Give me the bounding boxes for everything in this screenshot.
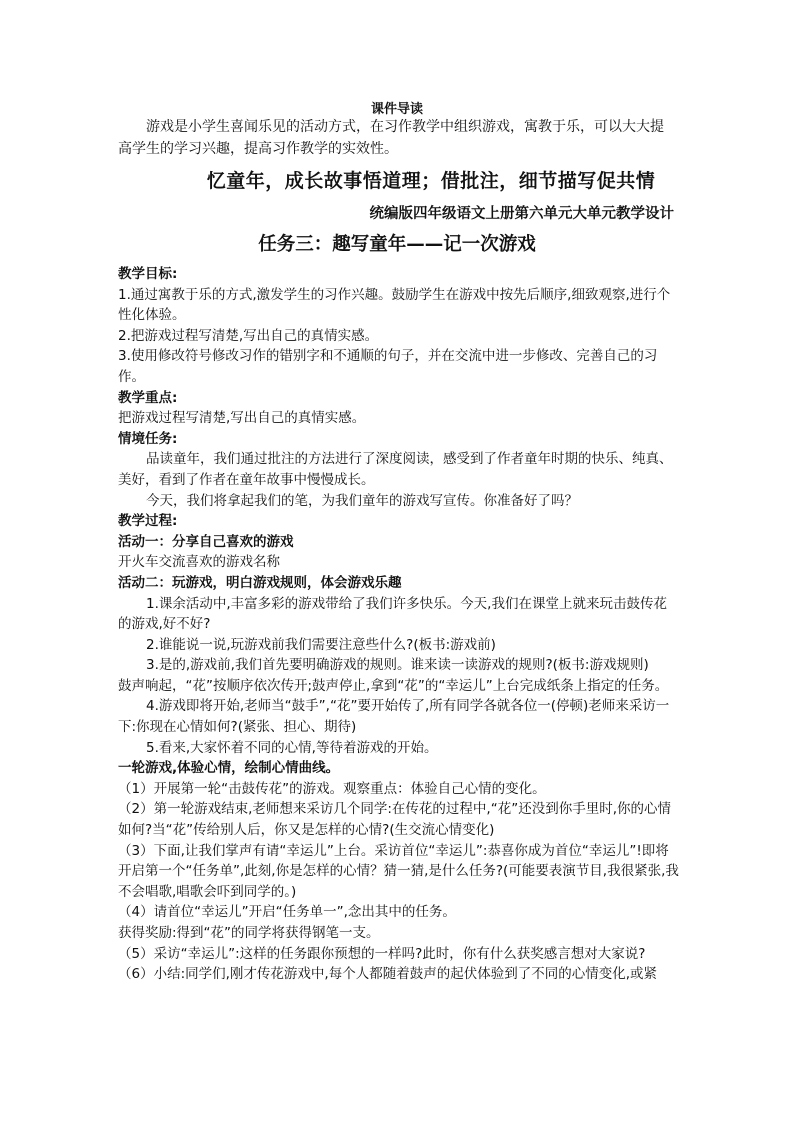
round-heading: 一轮游戏,体验心情，绘制心情曲线。	[118, 760, 340, 777]
main-title: 忆童年，成长故事悟道理；借批注，细节描写促共情	[206, 170, 656, 192]
activity-1-text: 开火车交流喜欢的游戏名称	[118, 554, 280, 571]
situation-paragraph-2: 今天，我们将拿起我们的笔，为我们童年的游戏写宣传。你准备好了吗？	[146, 492, 578, 509]
document-body	[118, 264, 680, 985]
situation-heading: 情境任务:	[118, 430, 178, 447]
activity-2-step-3: 3.是的,游戏前,我们首先要明确游戏的规则。谁来读一读游戏的规则?(板书:游戏规则)	[146, 657, 649, 674]
task-title: 任务三：趣写童年——记一次游戏	[258, 234, 536, 255]
round-step-1: （1）开展第一轮“击鼓传花”的游戏。观察重点：体验自己心情的变化。	[118, 780, 546, 797]
reward-text: 获得奖励:得到“花”的同学将获得钢笔一支。	[118, 925, 380, 941]
focus-text: 把游戏过程写清楚,写出自己的真情实感。	[118, 410, 366, 427]
round-step-3: （3）下面,让我们掌声有请“幸运儿”上台。采访首位“幸运儿”:恭喜你成为首位“幸运儿”!即将开启第一个“任务单”,此刻,你是怎样的心情？猜一猜,是什么任务?(可能要表演节目,我很紧张,我不会唱歌,唱歌会吓到同学的。)	[118, 842, 679, 900]
activity-2-step-4: 4.游戏即将开始,老师当“鼓手”,“花”要开始传了,所有同学各就各位一(停顿)老师来采访一下:你现在心情如何?(紧张、担心、期待)	[118, 698, 670, 736]
goal-2: 2.把游戏过程写清楚,写出自己的真情实感。	[118, 327, 379, 344]
round-step-4: （4）请首位“幸运儿”开启“任务单一”,念出其中的任务。	[118, 904, 456, 921]
focus-heading: 教学重点:	[118, 389, 178, 406]
round-step-5: （5）采访“幸运儿”:这样的任务跟你预想的一样吗?此时，你有什么获奖感言想对大家说?	[118, 945, 646, 962]
sub-title: 统编版四年级语文上册第六单元大单元教学设计	[369, 206, 674, 222]
activity-2-step-5: 5.看来,大家怀着不同的心情,等待着游戏的开始。	[146, 739, 438, 756]
intro-paragraph: 游戏是小学生喜闻乐见的活动方式，在习作教学中组织游戏，寓教于乐，可以大大提高学生的学习兴趣，提高习作教学的实效性。	[118, 119, 664, 157]
goals-heading: 教学目标:	[118, 266, 178, 282]
activity-1-heading: 活动一：分享自己喜欢的游戏	[118, 533, 294, 550]
round-step-6: （6）小结:同学们,刚才传花游戏中,每个人都随着鼓声的起伏体验到了不同的心情变化,或紧	[118, 966, 658, 983]
process-heading: 教学过程:	[118, 513, 178, 530]
goal-3: 3.使用修改符号修改习作的错别字和不通顺的句子，并在交流中进一步修改、完善自己的习作。	[118, 348, 658, 385]
activity-2-heading: 活动二：玩游戏，明白游戏规则，体会游戏乐趣	[118, 574, 402, 591]
goal-1: 1.通过寓教于乐的方式,激发学生的习作兴趣。鼓励学生在游戏中按先后顺序,细致观察,进行个性化体验。	[118, 286, 671, 324]
activity-2-step-2: 2.谁能说一说,玩游戏前我们需要注意些什么?(板书:游戏前)	[146, 636, 496, 653]
activity-2-step-1: 1.课余活动中,丰富多彩的游戏带给了我们许多快乐。今天,我们在课堂上就来玩击鼓传花的游戏,好不好?	[118, 595, 667, 633]
round-step-2: （2）第一轮游戏结束,老师想来采访几个同学:在传花的过程中,“花”还没到你手里时,你的心情如何?当“花”传给别人后，你又是怎样的心情?(生交流心情变化)	[118, 801, 671, 839]
game-rules: 鼓声响起，“花”按顺序依次传开;鼓声停止,拿到“花”的“幸运儿”上台完成纸条上指定的任务。	[118, 677, 669, 694]
situation-paragraph-1: 品读童年，我们通过批注的方法进行了深度阅读，感受到了作者童年时期的快乐、纯真、美好，看到了作者在童年故事中慢慢成长。	[118, 451, 673, 488]
guide-title: 课件导读	[370, 102, 423, 117]
